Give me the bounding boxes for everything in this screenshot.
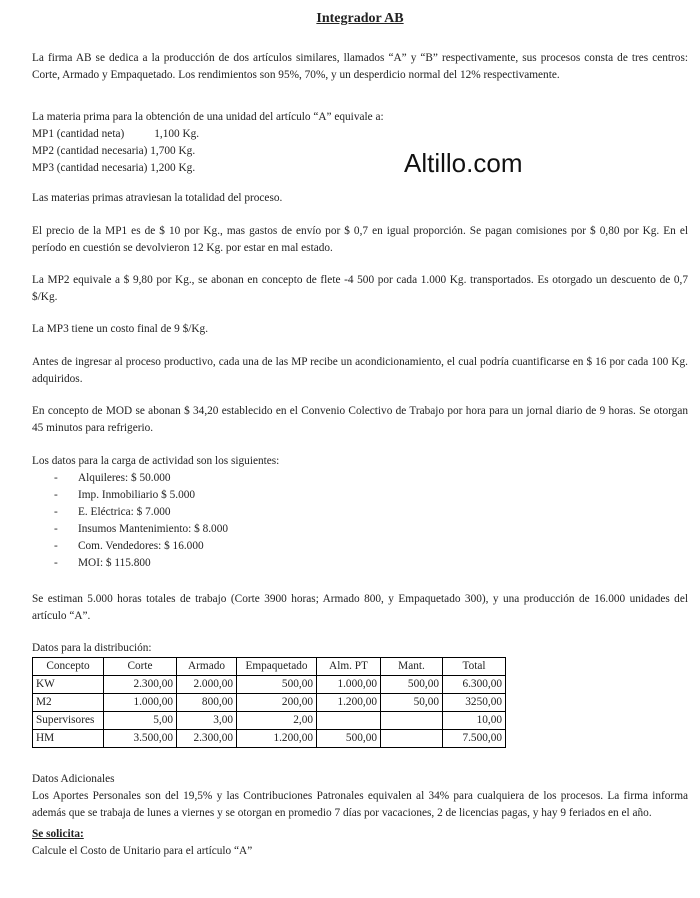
table-cell: 1.000,00	[317, 676, 381, 694]
mp2-label: MP2 (cantidad necesaria)	[32, 145, 148, 157]
table-cell: 6.300,00	[443, 676, 506, 694]
table-header-cell: Corte	[104, 658, 177, 676]
table-cell: 10,00	[443, 712, 506, 730]
mod-text: En concepto de MOD se abonan $ 34,20 establecido en el Convenio Colectivo de Trabajo por hora para un jornal diario de 9 horas. Se otorgan 45 minutos para refrigerio.	[32, 405, 688, 434]
table-header-cell: Concepto	[33, 658, 104, 676]
table-cell: 50,00	[381, 694, 443, 712]
mp-line-1	[32, 126, 688, 143]
table-row	[33, 676, 506, 694]
mp3-price-text: La MP3 tiene un costo final de 9 $/Kg.	[32, 323, 209, 335]
table-cell: 3250,00	[443, 694, 506, 712]
mp3-value: 1,200 Kg.	[150, 162, 196, 174]
table-header-cell: Empaquetado	[237, 658, 317, 676]
list-item: - Imp. Inmobiliario $ 5.000	[32, 487, 688, 504]
mod-paragraph	[32, 403, 688, 437]
activity-list	[32, 470, 688, 572]
table-header-cell: Total	[443, 658, 506, 676]
document-title: Integrador AB	[316, 11, 404, 26]
mp-block	[32, 109, 688, 177]
table-cell: 500,00	[237, 676, 317, 694]
table-cell: M2	[33, 694, 104, 712]
mp2-price-paragraph	[32, 272, 688, 306]
mp-all-paragraph	[32, 190, 688, 207]
activity-block	[32, 453, 688, 572]
additional-block	[32, 771, 688, 822]
intro-paragraph	[32, 50, 688, 84]
table-cell: 500,00	[381, 676, 443, 694]
table-header-cell: Alm. PT	[317, 658, 381, 676]
list-item: - E. Eléctrica: $ 7.000	[32, 504, 688, 521]
table-header-cell: Mant.	[381, 658, 443, 676]
list-item: - Insumos Mantenimiento: $ 8.000	[32, 521, 688, 538]
mp1-value: 1,100 Kg.	[154, 128, 200, 140]
table-header-cell: Armado	[177, 658, 237, 676]
table-cell: 800,00	[177, 694, 237, 712]
list-item: - Alquileres: $ 50.000	[32, 470, 688, 487]
table-cell: KW	[33, 676, 104, 694]
mp3-label: MP3 (cantidad necesaria)	[32, 162, 148, 174]
mp-all-text: Las materias primas atraviesan la totalidad del proceso.	[32, 192, 283, 204]
mp3-price-paragraph	[32, 321, 688, 338]
table-row	[33, 712, 506, 730]
mp1-price-paragraph	[32, 223, 688, 257]
table-cell	[381, 712, 443, 730]
table-cell	[317, 712, 381, 730]
table-cell: 200,00	[237, 694, 317, 712]
distribution-title-text: Datos para la distribución:	[32, 642, 152, 654]
table-cell: 3,00	[177, 712, 237, 730]
mp-line-3	[32, 160, 688, 177]
table-cell: 2.300,00	[177, 730, 237, 748]
distribution-table	[32, 657, 506, 748]
mp-line-2	[32, 143, 688, 160]
watermark-text: Altillo.com	[404, 148, 523, 178]
conditioning-text: Antes de ingresar al proceso productivo, cada una de las MP recibe un acondicionamiento, el cual podría cuantificarse en $ 16 por cada 100 Kg. adquiridos.	[32, 356, 688, 385]
table-cell: 1.000,00	[104, 694, 177, 712]
table-cell: 2,00	[237, 712, 317, 730]
table-cell: 7.500,00	[443, 730, 506, 748]
mp-intro-text: La materia prima para la obtención de una unidad del artículo “A” equivale a:	[32, 111, 384, 123]
table-cell: 1.200,00	[237, 730, 317, 748]
request-text: Calcule el Costo de Unitario para el artículo “A”	[32, 845, 253, 857]
mp1-price-text: El precio de la MP1 es de $ 10 por Kg., mas gastos de envío por $ 0,7 en igual proporción. Se pagan comisiones por $ 0,80 por Kg. En el período en cuestión se devolvieron 12 Kg. por estar en mal estado.	[32, 225, 688, 254]
table-cell: 1.200,00	[317, 694, 381, 712]
intro-text: La firma AB se dedica a la producción de dos artículos similares, llamados “A” y “B” respectivamente, sus procesos consta de tres centros: Corte, Armado y Empaquetado. Los rendimientos son 95%, 70%, y un desperdicio normal del 12% respectivamente.	[32, 52, 688, 81]
table-header-row	[33, 658, 506, 676]
table-cell: 500,00	[317, 730, 381, 748]
table-row	[33, 730, 506, 748]
mp2-value: 1,700 Kg.	[150, 145, 196, 157]
table-cell	[381, 730, 443, 748]
hours-text: Se estiman 5.000 horas totales de trabajo (Corte 3900 horas; Armado 800, y Empaquetado 300), y una producción de 16.000 unidades del artículo “A”.	[32, 593, 688, 622]
mp2-price-text: La MP2 equivale a $ 9,80 por Kg., se abonan en concepto de flete -4 500 por cada 1.000 Kg. transportados. Es otorgado un descuento de 0,7 $/Kg.	[32, 274, 688, 303]
list-item: - MOI: $ 115.800	[32, 555, 688, 572]
distribution-title	[32, 640, 688, 657]
list-item: - Com. Vendedores: $ 16.000	[32, 538, 688, 555]
table-cell: 2.300,00	[104, 676, 177, 694]
request-title: Se solicita:	[32, 828, 84, 840]
table-cell: 2.000,00	[177, 676, 237, 694]
table-cell: 3.500,00	[104, 730, 177, 748]
additional-title: Datos Adicionales	[32, 773, 115, 785]
mp1-label: MP1 (cantidad neta)	[32, 128, 125, 140]
conditioning-paragraph	[32, 354, 688, 388]
table-row	[33, 694, 506, 712]
request-block	[32, 826, 688, 860]
table-cell: HM	[33, 730, 104, 748]
additional-text: Los Aportes Personales son del 19,5% y las Contribuciones Patronales equivalen al 34% para cualquiera de los procesos. La firma informa además que se trabaja de lunes a viernes y se otorgan en promedio 7 días por vacaciones, 2 de licencias pagas, y hay 9 feriados en el año.	[32, 790, 688, 819]
table-cell: 5,00	[104, 712, 177, 730]
table-cell: Supervisores	[33, 712, 104, 730]
hours-paragraph	[32, 591, 688, 625]
activity-intro-text: Los datos para la carga de actividad son los siguientes:	[32, 455, 280, 467]
